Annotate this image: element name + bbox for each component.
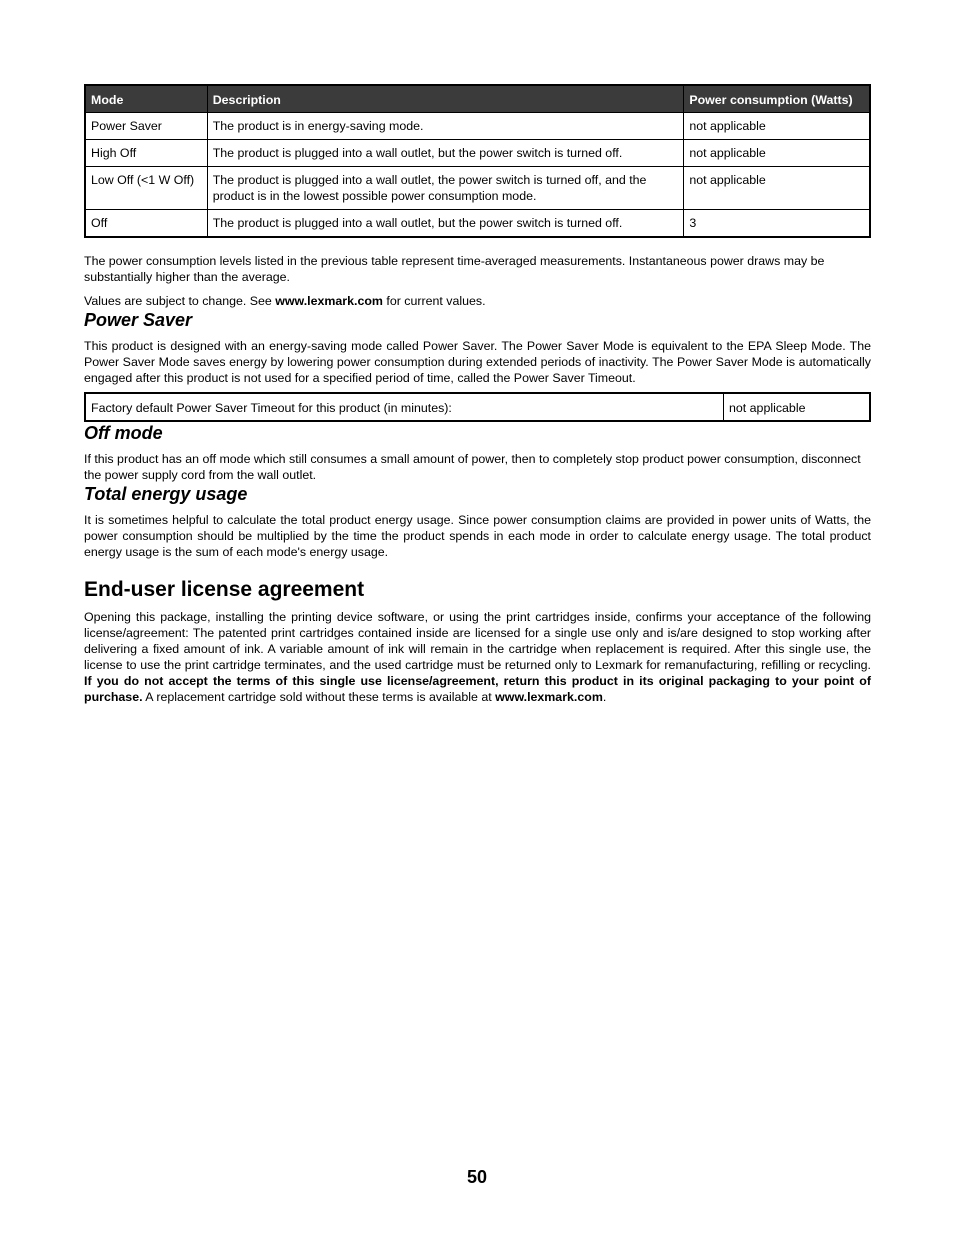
values-change-note xyxy=(84,293,871,309)
cell-power: 3 xyxy=(684,210,870,238)
cell-description: The product is plugged into a wall outlet, but the power switch is turned off. xyxy=(207,140,684,167)
eula-body xyxy=(84,609,871,705)
table-row xyxy=(85,140,870,167)
table-header-row xyxy=(85,85,870,113)
off-mode-body: If this product has an off mode which still consumes a small amount of power, then to completely stop product power consumption, disconnect the power supply cord from the wall outlet. xyxy=(84,452,861,482)
cell-description: The product is plugged into a wall outlet, but the power switch is turned off. xyxy=(207,210,684,238)
table-row xyxy=(85,113,870,140)
cell-description: The product is in energy-saving mode. xyxy=(207,113,684,140)
off-mode-heading: Off mode xyxy=(84,423,163,443)
eula-bold-terms: If you do not accept the terms of this single use license/agreement, return this product in its original packaging to your point of purchase. xyxy=(84,674,871,704)
cell-mode: Low Off (<1 W Off) xyxy=(85,167,207,210)
cell-power: not applicable xyxy=(684,167,870,210)
table-row xyxy=(85,393,870,421)
eula-text-start: Opening this package, installing the printing device software, or using the print cartridges inside, confirms your acceptance of the following license/agreement: The patented print cartridges contained inside are licensed for a single use only and is/are designed to stop working after delivering a fixed amount of ink. A variable amount of ink will remain in the cartridge when replacement is required. After this single use, the license to use the print cartridge terminates, and the used cartridge must be returned only to Lexmark for remanufacturing, refilling or recycling. xyxy=(84,610,871,672)
page-number: 50 xyxy=(466,1167,488,1187)
cell-mode: Off xyxy=(85,210,207,238)
eula-heading: End-user license agreement xyxy=(84,578,365,601)
eula-text-middle: A replacement cartridge sold without these terms is available at xyxy=(142,690,496,704)
power-saver-body: This product is designed with an energy-saving mode called Power Saver. The Power Saver Mode is equivalent to the EPA Sleep Mode. The Power Saver Mode saves energy by lowering power consumption during extended periods of inactivity. The Power Saver Mode is automatically engaged after this product is not used for a specified period of time, called the Power Saver Timeout. xyxy=(84,339,871,385)
page-content xyxy=(84,84,871,705)
cell-description: The product is plugged into a wall outlet, the power switch is turned off, and the product is in the lowest possible power consumption mode. xyxy=(207,167,684,210)
power-saver-timeout-table xyxy=(84,392,871,422)
cell-mode: Power Saver xyxy=(85,113,207,140)
header-description: Description xyxy=(207,85,684,113)
header-mode: Mode xyxy=(85,85,207,113)
timeout-label: Factory default Power Saver Timeout for this product (in minutes): xyxy=(85,393,724,421)
power-consumption-table xyxy=(84,84,871,238)
measurement-note: The power consumption levels listed in the previous table represent time-averaged measurements. Instantaneous power draws may be substantially higher than the average. xyxy=(84,254,825,284)
total-energy-body: It is sometimes helpful to calculate the total product energy usage. Since power consumption claims are provided in power units of Watts, the power consumption should be multiplied by the time the product spends in each mode in order to calculate energy usage. The total product energy usage is the sum of each mode's energy usage. xyxy=(84,513,871,559)
note-text-after: for current values. xyxy=(382,294,486,308)
note-text-before: Values are subject to change. See xyxy=(84,294,276,308)
timeout-value: not applicable xyxy=(724,393,871,421)
cell-power: not applicable xyxy=(684,140,870,167)
total-energy-heading: Total energy usage xyxy=(84,484,248,504)
lexmark-link[interactable]: www.lexmark.com xyxy=(275,294,383,308)
eula-lexmark-link[interactable]: www.lexmark.com xyxy=(495,690,603,704)
table-row xyxy=(85,210,870,238)
cell-mode: High Off xyxy=(85,140,207,167)
table-row xyxy=(85,167,870,210)
header-power-consumption: Power consumption (Watts) xyxy=(684,85,870,113)
power-saver-heading: Power Saver xyxy=(84,310,193,330)
eula-text-end: . xyxy=(602,690,607,704)
cell-power: not applicable xyxy=(684,113,870,140)
